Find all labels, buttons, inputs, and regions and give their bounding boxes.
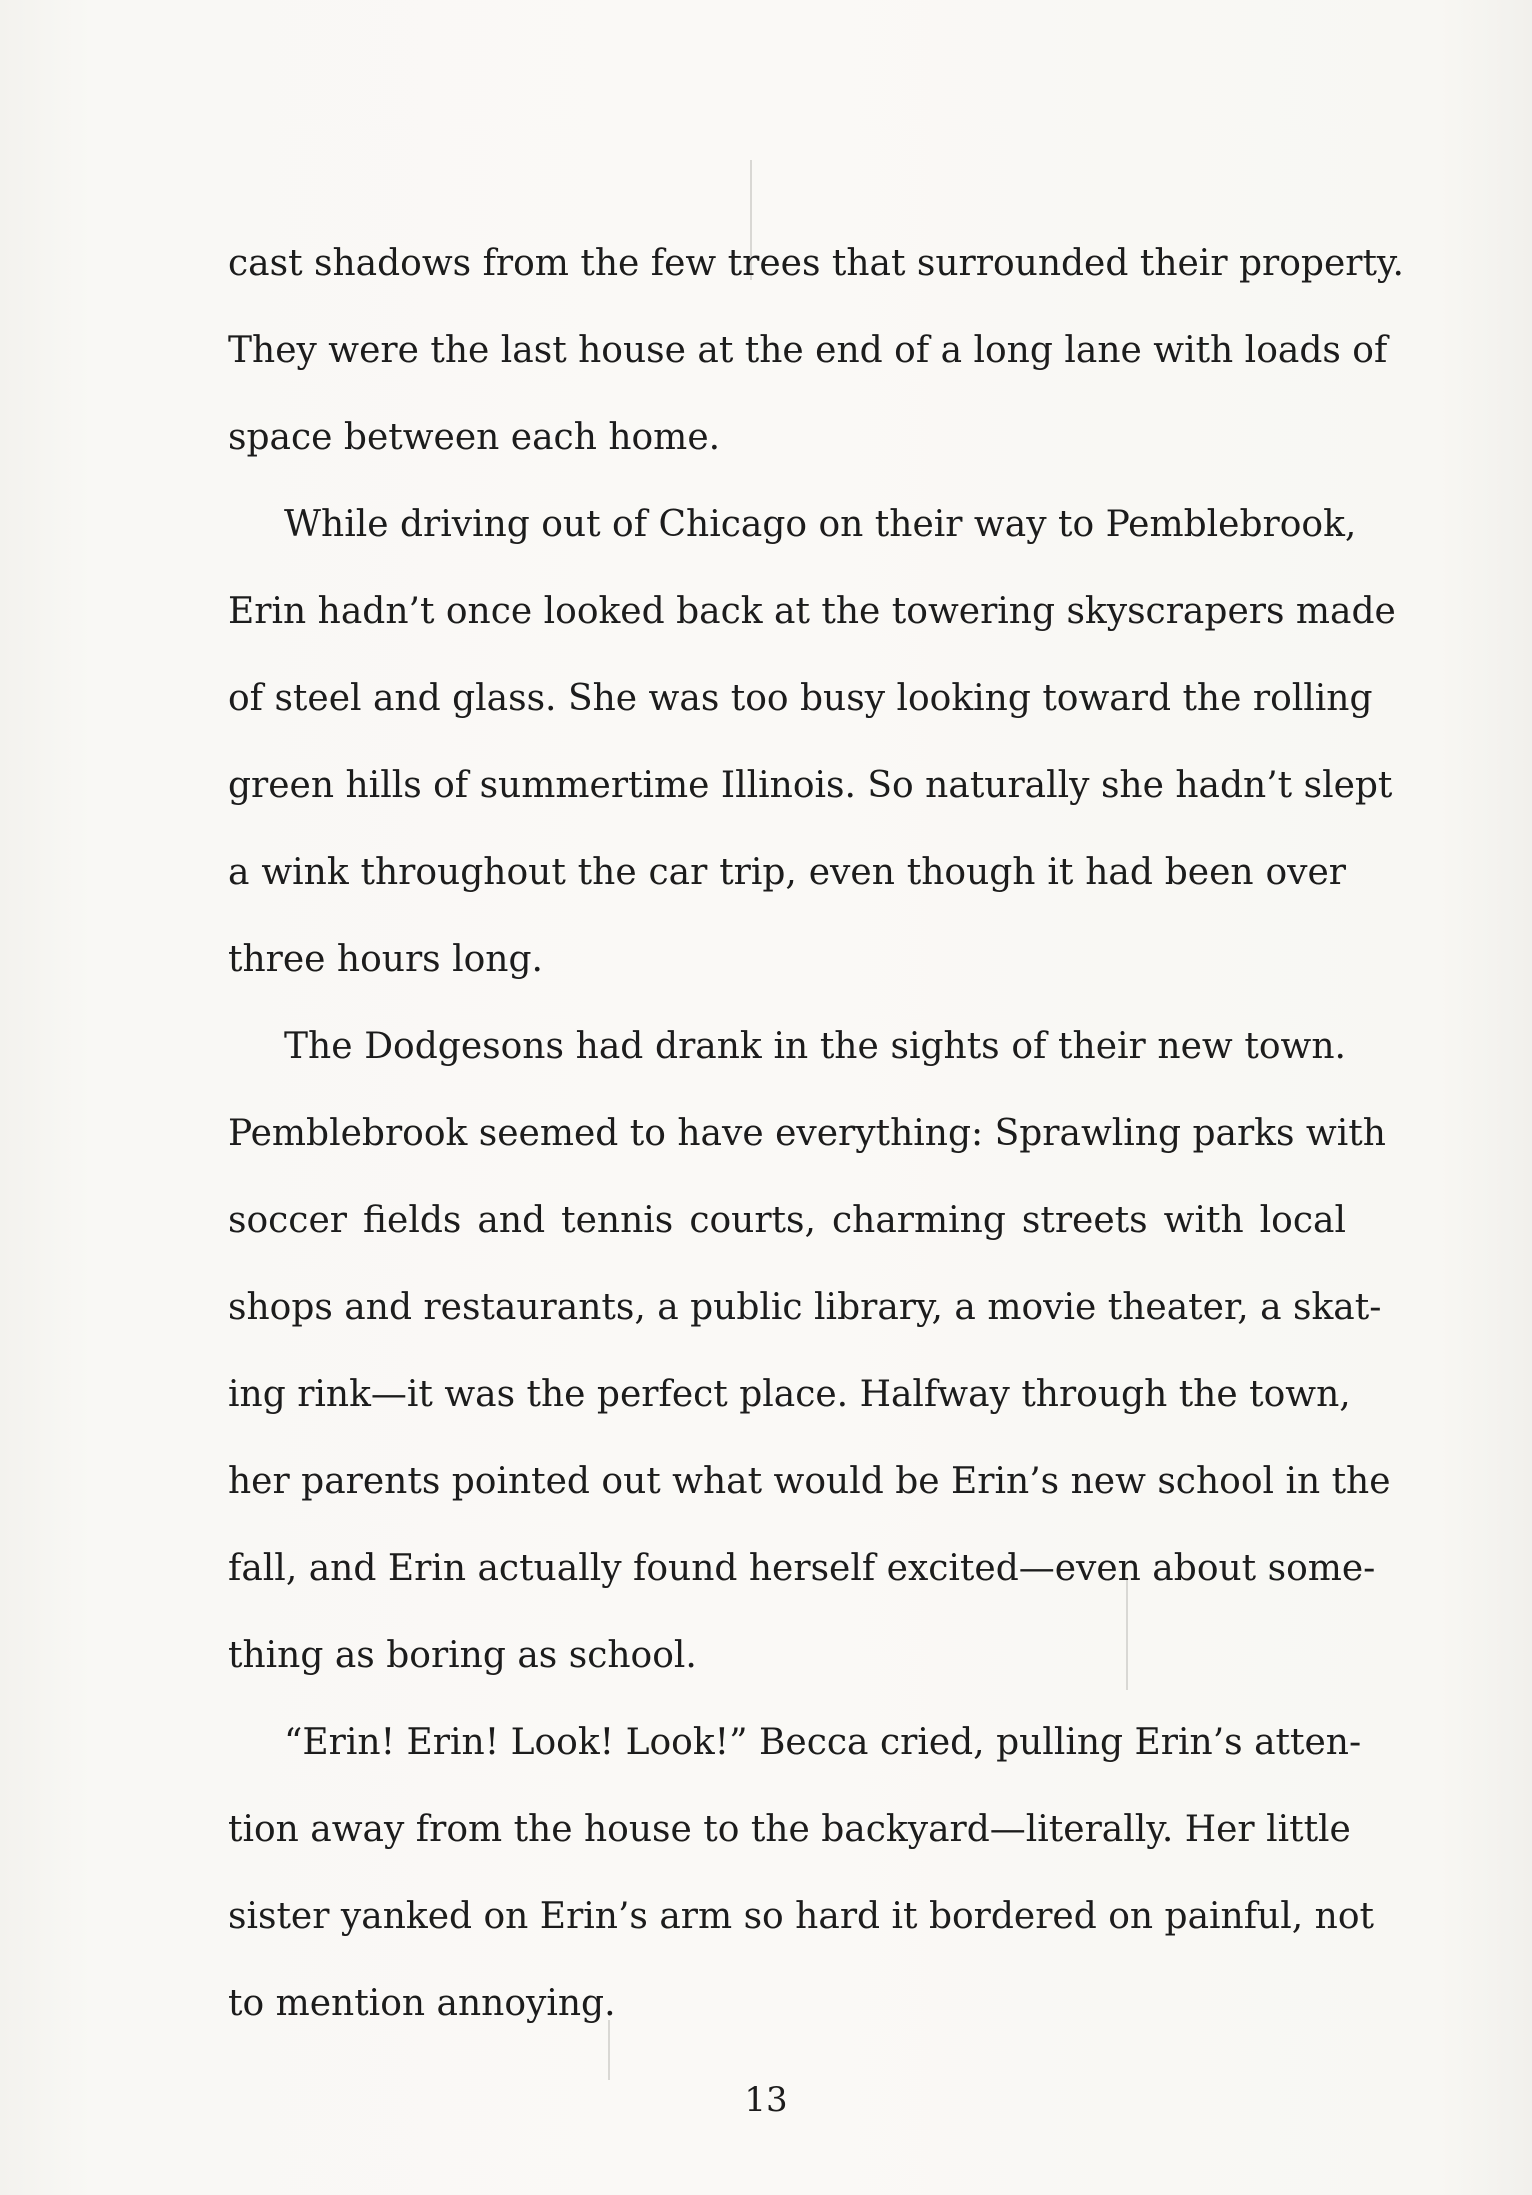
text-line: “Erin! Erin! Look! Look!” Becca cried, pulling Erin’s atten- <box>284 1722 1362 1763</box>
text-line: They were the last house at the end of a long lane with loads of <box>228 330 1388 371</box>
text-line: soccer fields and tennis courts, charming streets with local <box>228 1200 1346 1241</box>
text-line: fall, and Erin actually found herself excited—even about some- <box>228 1548 1376 1589</box>
text-line: The Dodgesons had drank in the sights of their new town. <box>284 1026 1346 1067</box>
text-line: shops and restaurants, a public library, a movie theater, a skat- <box>228 1287 1382 1328</box>
text-line: Pemblebrook seemed to have everything: Sprawling parks with <box>228 1113 1386 1154</box>
text-line: of steel and glass. She was too busy looking toward the rolling <box>228 678 1373 719</box>
text-line: green hills of summertime Illinois. So naturally she hadn’t slept <box>228 765 1393 806</box>
text-line: a wink throughout the car trip, even though it had been over <box>228 852 1346 893</box>
text-line: her parents pointed out what would be Erin’s new school in the <box>228 1461 1391 1502</box>
text-line: thing as boring as school. <box>228 1635 697 1676</box>
text-line: sister yanked on Erin’s arm so hard it bordered on painful, not <box>228 1896 1374 1937</box>
text-line: cast shadows from the few trees that surrounded their property. <box>228 243 1404 284</box>
text-line: space between each home. <box>228 417 721 458</box>
text-line: to mention annoying. <box>228 1983 616 2024</box>
body-text <box>228 220 1404 2047</box>
text-line: While driving out of Chicago on their way to Pemblebrook, <box>284 504 1357 545</box>
text-line: tion away from the house to the backyard—literally. Her little <box>228 1809 1351 1850</box>
text-line: three hours long. <box>228 939 543 980</box>
text-line: ing rink—it was the perfect place. Halfway through the town, <box>228 1374 1351 1415</box>
page-number: 13 <box>744 2080 788 2120</box>
text-line: Erin hadn’t once looked back at the towering skyscrapers made <box>228 591 1396 632</box>
